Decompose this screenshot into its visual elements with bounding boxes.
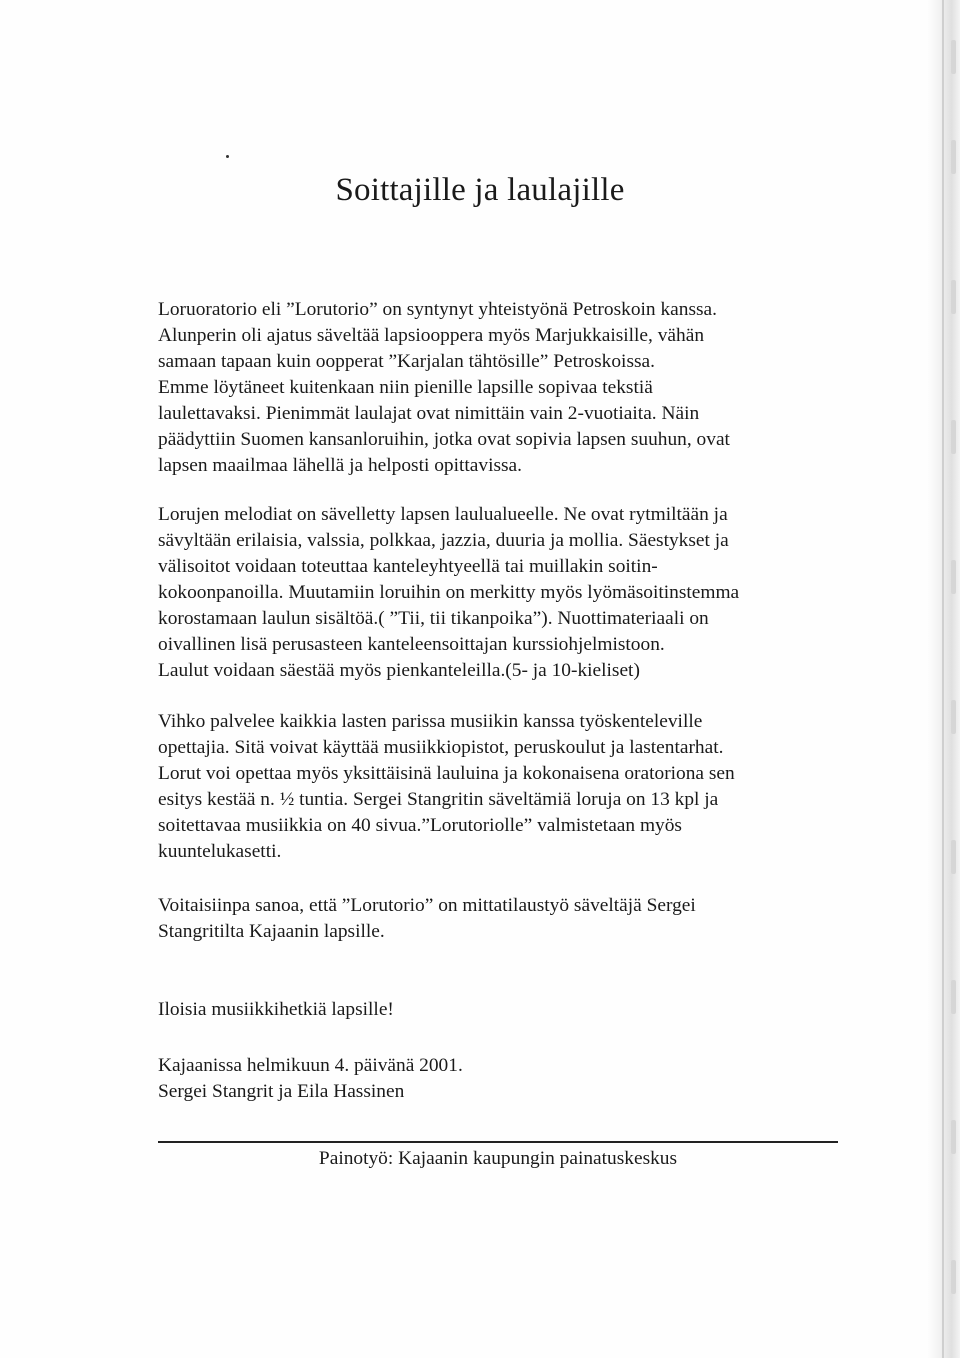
authors-line: Sergei Stangrit ja Eila Hassinen (158, 1081, 405, 1102)
text-line: lapsen maailmaa lähellä ja helposti opittavissa. (158, 455, 523, 476)
text-line: kuuntelukasetti. (158, 841, 282, 862)
text-line: Stangritilta Kajaanin lapsille. (158, 921, 385, 942)
binding-hole (951, 1120, 956, 1154)
paragraph-commission (158, 893, 848, 945)
date-line: Kajaanissa helmikuun 4. päivänä 2001. (158, 1055, 463, 1076)
ink-speck (226, 155, 229, 158)
text-line: Lorut voi opettaa myös yksittäisinä lauluina ja kokonaisena oratoriona sen (158, 763, 735, 784)
text-line: laulettavaksi. Pienimmät laulajat ovat nimittäin vain 2-vuotiaita. Näin (158, 403, 700, 424)
binding-hole (951, 40, 956, 74)
text-line: oivallinen lisä perusasteen kanteleensoittajan kurssiohjelmistoon. (158, 634, 665, 655)
binding-hole (951, 560, 956, 594)
text-line: korostamaan laulun sisältöä.( ”Tii, tii tikanpoika”). Nuottimateriaali on (158, 608, 709, 629)
page-title: Soittajille ja laulajille (335, 172, 625, 208)
footer-printer: Painotyö: Kajaanin kaupungin painatuskeskus (318, 1148, 678, 1169)
binding-hole (951, 280, 956, 314)
binding-hole (951, 1260, 956, 1294)
text-line: Iloisia musiikkihetkiä lapsille! (158, 999, 394, 1020)
binding-hole (951, 420, 956, 454)
text-line: samaan tapaan kuin oopperat ”Karjalan tähtösille” Petroskoissa. (158, 351, 655, 372)
binding-hole (951, 980, 956, 1014)
signature-block (158, 1053, 848, 1105)
text-line: Vihko palvelee kaikkia lasten parissa musiikin kanssa työskenteleville (158, 711, 703, 732)
binding-hole (951, 140, 956, 174)
paragraph-booklet (158, 709, 848, 865)
text-line: opettajia. Sitä voivat käyttää musiikkiopistot, peruskoulut ja lastentarhat. (158, 737, 724, 758)
text-line: sävyltään erilaisia, valssia, polkkaa, jazzia, duuria ja mollia. Säestykset ja (158, 530, 729, 551)
text-line: päädyttiin Suomen kansanloruihin, jotka ovat sopivia lapsen suuhun, ovat (158, 429, 730, 450)
footer-divider (158, 1141, 838, 1143)
text-line: Emme löytäneet kuitenkaan niin pienille lapsille sopivaa tekstiä (158, 377, 653, 398)
text-line: Alunperin oli ajatus säveltää lapsiooppera myös Marjukkaisille, vähän (158, 325, 705, 346)
text-line: esitys kestää n. ½ tuntia. Sergei Stangritin säveltämiä loruja on 13 kpl ja (158, 789, 719, 810)
paragraph-greeting (158, 997, 848, 1023)
paragraph-melodies (158, 502, 848, 684)
text-line: Voitaisiinpa sanoa, että ”Lorutorio” on mittatilaustyö säveltäjä Sergei (158, 895, 696, 916)
binding-hole (951, 700, 956, 734)
text-line: välisoitot voidaan toteuttaa kanteleyhtyeellä tai muillakin soitin- (158, 556, 658, 577)
paragraph-intro (158, 297, 848, 479)
text-line: soitettavaa musiikkia on 40 sivua.”Lorutoriolle” valmistetaan myös (158, 815, 682, 836)
body-text (158, 297, 848, 1105)
text-line: kokoonpanoilla. Muutamiin loruihin on merkitty myös lyömäsoitinstemma (158, 582, 740, 603)
text-line: Laulut voidaan säestää myös pienkanteleilla.(5- ja 10-kieliset) (158, 660, 640, 681)
text-line: Lorujen melodiat on sävelletty lapsen laulualueelle. Ne ovat rytmiltään ja (158, 504, 728, 525)
text-line: Loruoratorio eli ”Lorutorio” on syntynyt yhteistyönä Petroskoin kanssa. (158, 299, 717, 320)
binding-hole (951, 840, 956, 874)
